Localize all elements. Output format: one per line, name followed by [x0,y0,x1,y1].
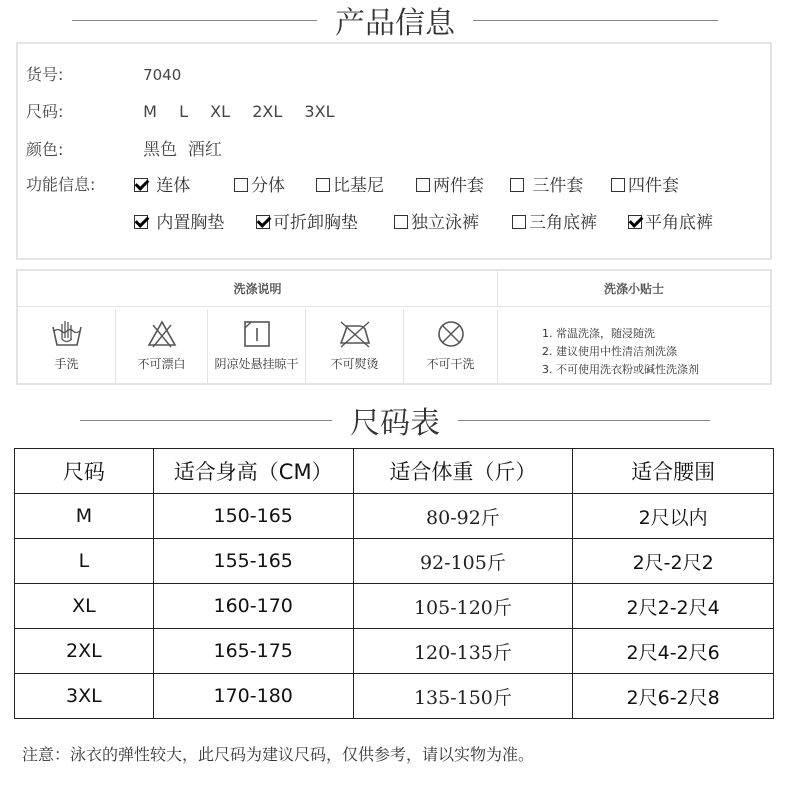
option-label: 连体 [156,176,191,196]
option-one-piece [134,171,190,196]
divider-line [80,420,332,421]
wash-tips-list [542,325,699,379]
wash-label: 不可干洗 [426,357,475,371]
option-label: 平角底裤 [645,213,713,233]
option-label: 三角底裤 [529,213,597,233]
cell-weight: 120-135斤 [353,629,573,674]
no-iron-icon [335,319,375,349]
color-label: 颜色: [26,140,64,159]
wash-tip: 2. 建议使用中性清洁剂洗涤 [542,345,677,358]
checkbox-checked-icon [628,215,642,229]
section-title-product-info: 产品信息 [335,6,455,41]
color-row [26,135,222,160]
cell-waist: 2尺6-2尺8 [573,674,774,719]
checkbox-empty-icon [512,215,526,229]
wash-label: 阴凉处悬挂晾干 [214,357,299,371]
option-three-set [510,171,583,196]
function-label: 功能信息: [26,175,96,194]
option-label: 比基尼 [333,176,384,196]
option-triangle-bottom [512,208,597,233]
wash-header-left: 洗涤说明 [18,271,498,307]
product-info-title-row [0,0,790,40]
option-label: 可折卸胸垫 [273,213,358,233]
cell-weight: 105-120斤 [353,584,573,629]
cell-weight: 92-105斤 [353,539,573,584]
function-row [26,172,126,195]
option-label: 两件套 [433,176,484,196]
wash-item-hang-dry [208,309,306,383]
table-row [15,584,774,629]
hand-wash-icon [50,319,84,349]
product-info-box [16,42,772,260]
option-bikini [316,171,384,196]
wash-item-hand-wash [18,309,116,383]
option-separate-trunks [394,208,479,233]
checkbox-empty-icon [611,178,625,192]
cell-height: 160-170 [153,584,353,629]
table-row [15,674,774,719]
cell-size: 2XL [15,629,154,674]
cell-size: 3XL [15,674,154,719]
item-no-label: 货号: [26,65,64,84]
cell-size: M [15,494,154,539]
color-values: 黑色 酒红 [143,140,222,160]
size-row [26,99,334,122]
option-two-set [416,171,484,196]
cell-weight: 80-92斤 [353,494,573,539]
item-no-row [26,62,181,85]
no-dry-clean-icon [436,319,466,349]
checkbox-empty-icon [394,215,408,229]
header-size: 尺码 [15,449,154,494]
cell-height: 150-165 [153,494,353,539]
wash-item-no-iron [306,309,404,383]
option-removable-pad [256,208,358,233]
checkbox-checked-icon [256,215,270,229]
wash-item-no-dry-clean [404,309,498,383]
cell-height: 155-165 [153,539,353,584]
checkbox-checked-icon [134,178,148,192]
header-waist: 适合腰围 [573,449,774,494]
cell-weight: 135-150斤 [353,674,573,719]
option-label: 分体 [251,176,285,196]
cell-size: XL [15,584,154,629]
size-note: 注意：泳衣的弹性较大，此尺码为建议尺码，仅供参考，请以实物为准。 [22,745,535,764]
header-weight: 适合体重（斤） [353,449,573,494]
divider-line [473,20,718,21]
option-label: 三件套 [532,176,584,196]
wash-label: 不可熨烫 [330,357,379,371]
option-boxer-bottom [628,208,713,233]
size-chart-title-row [0,398,790,442]
checkbox-checked-icon [134,215,148,229]
option-label: 四件套 [628,176,679,196]
table-row [15,629,774,674]
wash-label: 不可漂白 [137,357,186,371]
no-bleach-icon [147,319,177,349]
size-label: 尺码: [26,102,64,121]
checkbox-empty-icon [416,178,430,192]
item-no-value: 7040 [143,66,182,84]
cell-waist: 2尺-2尺2 [573,539,774,584]
option-two-piece-split [234,171,285,196]
cell-height: 165-175 [153,629,353,674]
header-height: 适合身高（CM） [153,449,353,494]
checkbox-empty-icon [510,178,524,192]
cell-waist: 2尺4-2尺6 [573,629,774,674]
wash-instructions-box [16,269,772,385]
cell-height: 170-180 [153,674,353,719]
wash-tip: 1. 常温洗涤，随浸随洗 [542,327,655,340]
option-label: 独立泳裤 [411,213,479,233]
table-row [15,494,774,539]
size-values: M L XL 2XL 3XL [143,102,335,121]
wash-header-right: 洗涤小贴士 [498,271,770,307]
wash-tip: 3. 不可使用洗衣粉或碱性洗涤剂 [542,363,699,376]
divider-line [458,420,710,421]
section-title-size-chart: 尺码表 [350,406,440,441]
cell-size: L [15,539,154,584]
option-built-in-pad [134,208,224,233]
cell-waist: 2尺以内 [573,494,774,539]
checkbox-empty-icon [234,178,248,192]
wash-item-no-bleach [116,309,208,383]
size-table [14,448,774,719]
option-label: 内置胸垫 [156,213,225,233]
option-four-set [611,171,679,196]
checkbox-empty-icon [316,178,330,192]
cell-waist: 2尺2-2尺4 [573,584,774,629]
table-header-row [15,449,774,494]
table-row [15,539,774,584]
hang-dry-shade-icon [242,319,272,349]
wash-label: 手洗 [54,357,79,371]
divider-line [72,20,317,21]
